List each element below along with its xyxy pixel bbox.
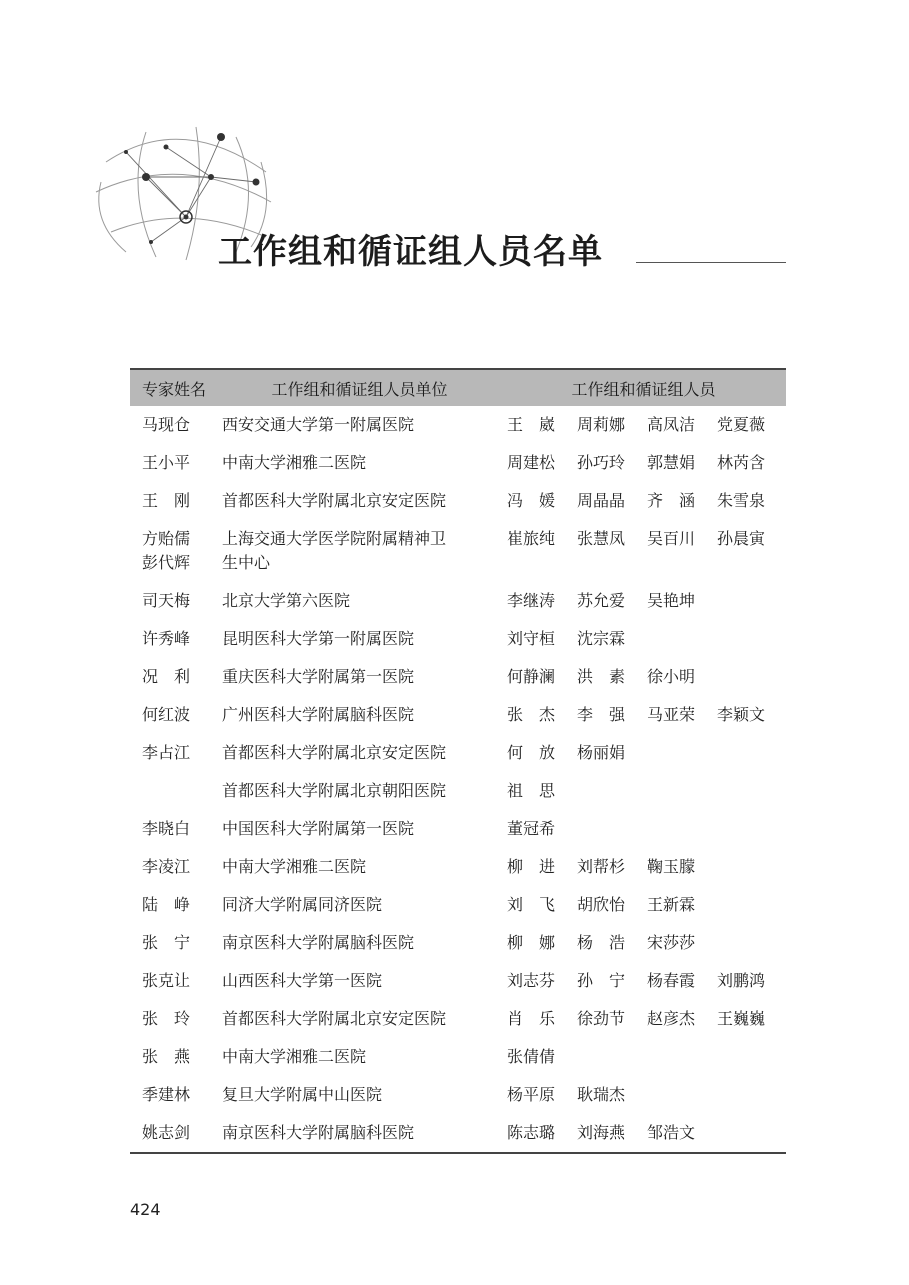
expert-name-cell <box>130 962 218 1000</box>
members-cell <box>501 734 786 772</box>
expert-name: 方贻儒 <box>142 529 191 548</box>
member-name: 李 强 <box>577 705 626 724</box>
member-name: 张慧凤 <box>577 529 626 548</box>
expert-name-cell <box>130 406 218 444</box>
expert-name-cell <box>130 848 218 886</box>
member-name: 孙巧玲 <box>577 453 626 472</box>
expert-name: 季建林 <box>142 1085 191 1104</box>
unit-cell: 同济大学附属同济医院 <box>222 895 383 914</box>
member-name: 徐小明 <box>647 667 696 686</box>
members-cell <box>501 406 786 444</box>
member-name: 胡欣怡 <box>577 895 626 914</box>
table-row <box>130 962 786 1000</box>
expert-name-cell <box>130 1038 218 1076</box>
unit-cell: 首都医科大学附属北京安定医院 <box>222 491 447 510</box>
unit-cell: 中国医科大学附属第一医院 <box>222 819 415 838</box>
members-cell <box>501 924 786 962</box>
member-list <box>501 413 786 437</box>
member-name: 何静澜 <box>507 667 556 686</box>
unit-cell: 上海交通大学医学院附属精神卫生中心 <box>222 529 447 572</box>
members-cell <box>501 620 786 658</box>
column-header-expert: 专家姓名 <box>130 369 218 406</box>
member-name: 张倩倩 <box>507 1047 556 1066</box>
members-cell <box>501 962 786 1000</box>
member-name: 孙晨寅 <box>717 529 766 548</box>
expert-name: 司天梅 <box>142 591 191 610</box>
member-list <box>501 1121 786 1145</box>
members-cell <box>501 848 786 886</box>
unit-cell: 重庆医科大学附属第一医院 <box>222 667 415 686</box>
table-row <box>130 1038 786 1076</box>
member-name: 刘鹏鸿 <box>717 971 766 990</box>
expert-name: 张 宁 <box>142 933 191 952</box>
members-cell <box>501 1000 786 1038</box>
members-cell <box>501 658 786 696</box>
member-name: 赵彦杰 <box>647 1009 696 1028</box>
table-row <box>130 520 786 582</box>
member-name: 苏允爱 <box>577 591 626 610</box>
table-row <box>130 734 786 772</box>
member-name: 高凤洁 <box>647 415 696 434</box>
member-name: 吴艳坤 <box>647 591 696 610</box>
member-list <box>501 893 786 917</box>
expert-name: 张 玲 <box>142 1009 191 1028</box>
expert-name: 姚志剑 <box>142 1123 191 1142</box>
unit-cell: 南京医科大学附属脑科医院 <box>218 1114 501 1153</box>
unit-cell: 首都医科大学附属北京安定医院 <box>222 1009 447 1028</box>
member-name: 吴百川 <box>647 529 696 548</box>
member-list <box>501 489 786 513</box>
member-name: 周建松 <box>507 453 556 472</box>
member-name: 柳 娜 <box>507 933 556 952</box>
table-row <box>130 482 786 520</box>
table-row <box>130 810 786 848</box>
members-cell <box>501 1038 786 1076</box>
member-name: 沈宗霖 <box>577 629 626 648</box>
members-cell <box>501 444 786 482</box>
expert-name: 陆 峥 <box>142 895 191 914</box>
expert-name-cell <box>130 886 218 924</box>
member-name: 冯 媛 <box>507 491 556 510</box>
member-list <box>501 589 786 613</box>
expert-name-cell <box>130 444 218 482</box>
member-name: 邹浩文 <box>647 1123 696 1142</box>
member-list <box>501 779 786 803</box>
unit-cell: 广州医科大学附属脑科医院 <box>222 705 415 724</box>
member-name: 孙 宁 <box>577 971 626 990</box>
table-body <box>130 406 786 1153</box>
column-header-members: 工作组和循证组人员 <box>501 369 786 406</box>
expert-name-cell <box>130 582 218 620</box>
member-list <box>501 969 786 993</box>
member-name: 周晶晶 <box>577 491 626 510</box>
expert-name-cell <box>130 810 218 848</box>
table-row <box>130 924 786 962</box>
table-row <box>130 848 786 886</box>
expert-name: 张 燕 <box>142 1047 191 1066</box>
expert-name-cell <box>130 520 218 582</box>
roster-table <box>130 368 786 1154</box>
expert-name-cell <box>130 620 218 658</box>
table-row <box>130 444 786 482</box>
unit-cell: 首都医科大学附属北京朝阳医院 <box>222 781 447 800</box>
unit-cell: 中南大学湘雅二医院 <box>222 1047 367 1066</box>
unit-cell: 山西医科大学第一医院 <box>222 971 383 990</box>
member-name: 朱雪泉 <box>717 491 766 510</box>
page-title: 工作组和循证组人员名单 <box>218 232 603 272</box>
member-list <box>501 703 786 727</box>
unit-cell: 中南大学湘雅二医院 <box>222 453 367 472</box>
members-cell <box>501 482 786 520</box>
member-name: 刘海燕 <box>577 1123 626 1142</box>
member-list <box>501 665 786 689</box>
members-cell <box>501 810 786 848</box>
expert-name: 李占江 <box>142 743 191 762</box>
member-name: 李颖文 <box>717 705 766 724</box>
member-name: 柳 进 <box>507 857 556 876</box>
member-name: 董冠希 <box>507 819 556 838</box>
unit-cell: 北京大学第六医院 <box>222 591 351 610</box>
member-list <box>501 627 786 651</box>
member-name: 林芮含 <box>717 453 766 472</box>
unit-cell: 首都医科大学附属北京安定医院 <box>222 743 447 762</box>
member-name: 杨平原 <box>507 1085 556 1104</box>
member-name: 杨春霞 <box>647 971 696 990</box>
member-name: 耿瑞杰 <box>577 1085 626 1104</box>
table-row <box>130 658 786 696</box>
expert-name-cell <box>130 1000 218 1038</box>
table-row <box>130 1000 786 1038</box>
title-rule <box>636 262 786 263</box>
member-name: 徐劲节 <box>577 1009 626 1028</box>
member-name: 刘帮杉 <box>577 857 626 876</box>
expert-name-cell <box>130 924 218 962</box>
column-header-unit: 工作组和循证组人员单位 <box>218 369 501 406</box>
member-name: 肖 乐 <box>507 1009 556 1028</box>
expert-name-cell <box>130 772 218 810</box>
member-name: 陈志璐 <box>507 1123 556 1142</box>
member-name: 杨丽娟 <box>577 743 626 762</box>
expert-name-cell <box>130 1114 218 1153</box>
member-list <box>501 1007 786 1031</box>
unit-cell: 昆明医科大学第一附属医院 <box>222 629 415 648</box>
unit-cell: 南京医科大学附属脑科医院 <box>222 933 415 952</box>
member-name: 崔旅纯 <box>507 529 556 548</box>
member-list <box>501 527 786 551</box>
members-cell <box>501 582 786 620</box>
member-name: 刘志芬 <box>507 971 556 990</box>
expert-name: 彭代辉 <box>142 553 191 572</box>
member-list <box>501 451 786 475</box>
expert-name: 何红波 <box>142 705 191 724</box>
members-cell <box>501 772 786 810</box>
member-list <box>501 931 786 955</box>
expert-name-cell <box>130 696 218 734</box>
table-row <box>130 582 786 620</box>
member-name: 王 崴 <box>507 415 556 434</box>
unit-cell: 复旦大学附属中山医院 <box>222 1085 383 1104</box>
members-cell <box>501 1076 786 1114</box>
member-list <box>501 855 786 879</box>
expert-name-cell <box>130 734 218 772</box>
expert-name: 许秀峰 <box>142 629 191 648</box>
expert-name: 李晓白 <box>142 819 191 838</box>
members-cell <box>501 520 786 582</box>
expert-name: 李凌江 <box>142 857 191 876</box>
page-number: 424 <box>130 1200 161 1219</box>
expert-name-cell <box>130 482 218 520</box>
members-cell <box>501 696 786 734</box>
expert-name-cell <box>130 1076 218 1114</box>
member-list <box>501 741 786 765</box>
expert-name-cell <box>130 658 218 696</box>
members-cell <box>501 1114 786 1153</box>
table-row <box>130 406 786 444</box>
member-name: 周莉娜 <box>577 415 626 434</box>
member-name: 祖 思 <box>507 781 556 800</box>
table-row <box>130 886 786 924</box>
table-row <box>130 1076 786 1114</box>
member-name: 洪 素 <box>577 667 626 686</box>
table-row <box>130 1114 786 1153</box>
member-name: 刘守桓 <box>507 629 556 648</box>
expert-name: 况 利 <box>142 667 191 686</box>
members-cell <box>501 886 786 924</box>
member-name: 王新霖 <box>647 895 696 914</box>
expert-name: 张克让 <box>142 971 191 990</box>
member-name: 党夏薇 <box>717 415 766 434</box>
member-list <box>501 817 786 841</box>
member-name: 何 放 <box>507 743 556 762</box>
member-list <box>501 1083 786 1107</box>
member-name: 张 杰 <box>507 705 556 724</box>
member-name: 鞠玉朦 <box>647 857 696 876</box>
expert-name: 王小平 <box>142 453 191 472</box>
member-name: 马亚荣 <box>647 705 696 724</box>
table-header-row <box>130 369 786 406</box>
member-name: 李继涛 <box>507 591 556 610</box>
member-name: 宋莎莎 <box>647 933 696 952</box>
member-name: 刘 飞 <box>507 895 556 914</box>
member-name: 杨 浩 <box>577 933 626 952</box>
member-list <box>501 1045 786 1069</box>
table-row <box>130 772 786 810</box>
table-row <box>130 696 786 734</box>
member-name: 郭慧娟 <box>647 453 696 472</box>
unit-cell: 西安交通大学第一附属医院 <box>222 415 415 434</box>
expert-name: 王 刚 <box>142 491 191 510</box>
expert-name: 马现仓 <box>142 415 191 434</box>
member-name: 王巍巍 <box>717 1009 766 1028</box>
table-row <box>130 620 786 658</box>
member-name: 齐 涵 <box>647 491 696 510</box>
unit-cell: 中南大学湘雅二医院 <box>222 857 367 876</box>
